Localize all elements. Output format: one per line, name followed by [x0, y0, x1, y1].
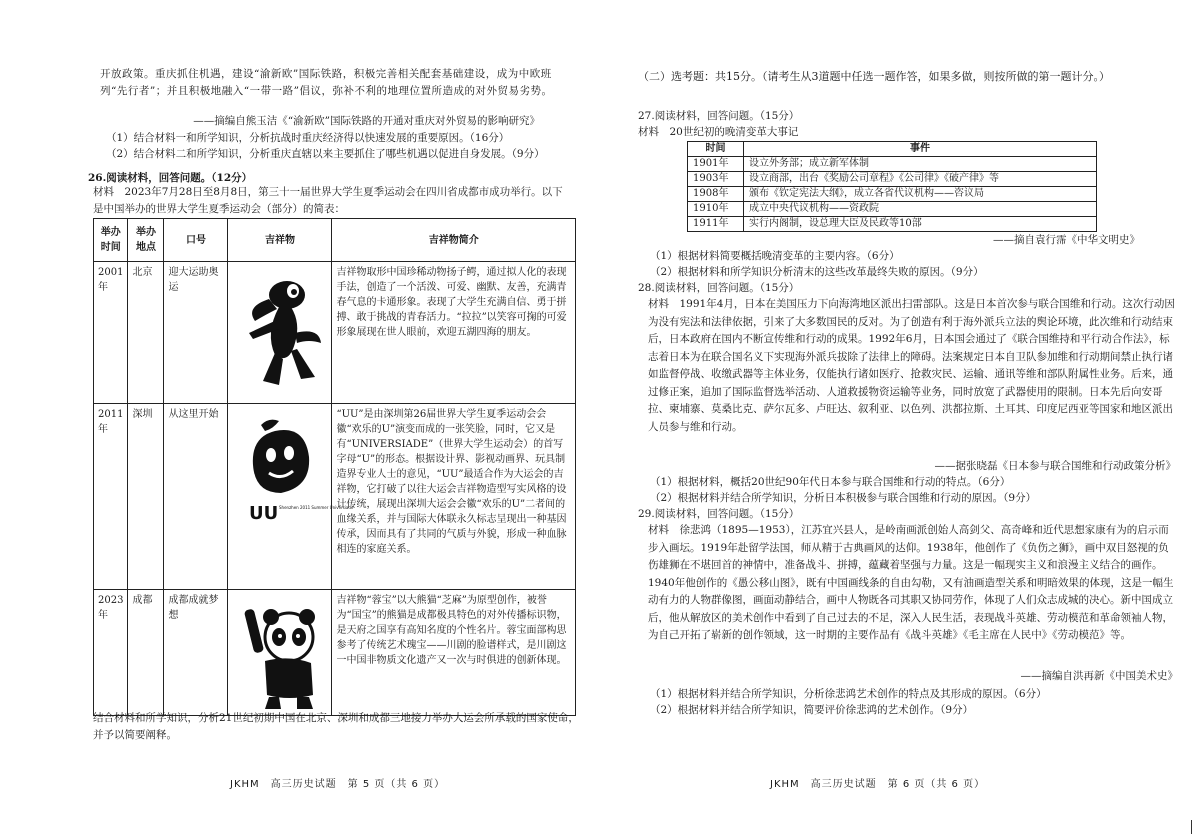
question-28-2: （2）根据材料并结合所学知识，分析日本积极参与联合国维和行动的原因。（9分） [650, 492, 1037, 504]
crop-mark [1191, 820, 1192, 834]
row-event: 实行内阁制，设总理大臣及民政等10部 [744, 217, 1097, 232]
row-time: 1901年 [688, 157, 744, 172]
alligator-mascot-icon [235, 273, 325, 393]
question-28-heading: 28.阅读材料，回答问题。（15分） [638, 282, 800, 294]
question-29-source: ——摘编自洪再新《中国美术史》 [1020, 670, 1178, 682]
row-event: 设立商部，出台《奖励公司章程》《公司律》《破产律》等 [744, 172, 1097, 187]
table-row [688, 187, 1097, 202]
elective-instructions: （二）选考题：共15分。（请考生从3道题中任选一题作答，如果多做，则按所做的第一题计分。） [638, 70, 1110, 83]
table-row [94, 404, 576, 590]
row-time: 1911年 [688, 217, 744, 232]
question-25-2: （2）结合材料二和所学知识，分析重庆直辖以来主要抓住了哪些机遇以促进自身发展。（9分） [106, 148, 545, 160]
row-event: 设立外务部；成立新军体制 [744, 157, 1097, 172]
row-event: 成立中央代议机构——资政院 [744, 202, 1097, 217]
row-place: 深圳 [128, 404, 164, 590]
question-27-material-title: 材料 20世纪初的晚清变革大事记 [638, 126, 799, 138]
question-25-1: （1）结合材料一和所学知识，分析抗战时重庆经济得以快速发展的重要原因。（16分） [106, 132, 510, 144]
header-time: 时间 [688, 142, 744, 157]
question-28-1: （1）根据材料，概括20世纪90年代日本参与联合国维和行动的特点。（6分） [650, 476, 1011, 488]
row-time: 1910年 [688, 202, 744, 217]
header-description: 吉祥物简介 [332, 219, 576, 262]
intro-source: ——摘编自熊玉洁《“渝新欧”国际铁路的开通对重庆对外贸易的影响研究》 [193, 115, 540, 127]
table-row [688, 202, 1097, 217]
row-event: 颁布《钦定宪法大纲》，成立各省代议机构——咨议局 [744, 187, 1097, 202]
row-description: 吉祥物“蓉宝”以大熊猫“芝麻”为原型创作，被誉为“国宝”的熊猫是成都极具特色的对外传播标识物，是天府之国享有高知名度的个性名片。蓉宝面部构思参考了传统艺术瑰宝——川剧的脸谱样式，是川剧这一中国非物质文化遗产又一次与时俱进的创新体现。 [332, 590, 576, 716]
uu-logo-subtitle: Shenzhen 2011 Summer Universiade [278, 505, 354, 510]
universiade-table [93, 218, 576, 716]
table-row [94, 590, 576, 716]
table-row [94, 262, 576, 404]
right-page-footer: JKHM 高三历史试题 第 6 页（共 6 页） [770, 779, 986, 790]
question-29-material: 材料 徐悲鸿（1895—1953），江苏宜兴县人，是岭南画派创始人高剑父、高奇峰和近代思想家康有为的启示而步入画坛。1919年赴留学法国，师从精于古典画风的达仰。1938年，他创作了《负伤之狮》，画中双目怒视的负伤雄狮在不堪回首的神情中，准备战斗、拼搏，蕴藏着坚强与力量。这是一幅现实主义和浪漫主义结合的画作。1940年他创作的《愚公移山图》，既有中国画线条的自由勾勒，又有油画造型关系和明暗效果的体现，这是一幅生动有力的人物群像图，画面动静结合，画中人物既各司其职又协同劳作，体现了人们众志成城的决心。新中国成立后，他从解放区的美术创作中看到了自己过去的不足，深入人民生活，表现战斗英雄、劳动模范和革命领袖人物，为自己开拓了崭新的创作领域，这一时期的主要作品有《战斗英雄》《毛主席在人民中》《劳动模范》等。 [648, 524, 1174, 641]
row-year: 2023年 [94, 590, 128, 716]
question-27-2: （2）根据材料和所学知识分析清末的这些改革最终失败的原因。（9分） [650, 266, 984, 278]
row-place: 北京 [128, 262, 164, 404]
row-mascot-cell [228, 404, 354, 590]
row-mascot-cell [228, 262, 332, 404]
row-time: 1908年 [688, 187, 744, 202]
row-place: 成都 [128, 590, 164, 716]
question-26-prompt: 结合材料和所学知识，分析21世纪初期中国在北京、深圳和成都三地接力举办大运会所承载的国家使命，并予以简要阐释。 [93, 712, 579, 741]
question-29-heading: 29.阅读材料，回答问题。（15分） [638, 508, 800, 520]
row-year: 2001年 [94, 262, 128, 404]
table-header-row [688, 142, 1097, 157]
row-mascot-cell [228, 590, 332, 716]
table-row [688, 172, 1097, 187]
left-page-footer: JKHM 高三历史试题 第 5 页（共 6 页） [230, 779, 446, 790]
header-place: 举办地点 [128, 219, 164, 262]
header-event: 事件 [744, 142, 1097, 157]
uu-logo-text: UU [248, 503, 279, 524]
row-slogan: 成都成就梦想 [164, 590, 228, 716]
header-slogan: 口号 [164, 219, 228, 262]
question-26-material: 材料 2023年7月28日至8月8日，第三十一届世界大学生夏季运动会在四川省成都市成功举行。以下是中国举办的世界大学生夏季运动会（部分）的简表： [93, 186, 563, 215]
question-29-1: （1）根据材料并结合所学知识，分析徐悲鸿艺术创作的特点及其形成的原因。（6分） [650, 688, 1047, 700]
late-qing-reform-table [687, 141, 1097, 232]
table-row [688, 157, 1097, 172]
question-28-source: ——据张晓磊《日本参与联合国维和行动政策分析》 [934, 460, 1176, 472]
row-slogan: 迎大运助奥运 [164, 262, 228, 404]
question-28-material: 材料 1991年4月，日本在美国压力下向海湾地区派出扫雷部队。这是日本首次参与联合国维和行动。这次行动因为没有宪法和法律依据，引来了大多数国民的反对。为了创造有利于海外派兵立法的舆论环境，此次维和行动结束后，日本政府在国内不断宣传维和行动的成果。1992年6月，日本国会通过了《联合国维持和平行动合作法》，标志着日本为在联合国名义下实现海外派兵拔除了法律上的障碍。法案规定日本自卫队参加维和行动期间禁止执行诸如监督停战、收缴武器等主体业务，仅能执行诸如医疗、抢救灾民、运输、通讯等维和部队附属性业务。后来，通过修正案，追加了国际监督选举活动、人道救援物资运输等业务，同时放宽了武器使用的限制。日本先后向安哥拉、柬埔寨、莫桑比克、萨尔瓦多、卢旺达、叙利亚、以色列、洪都拉斯、土耳其、印度尼西亚等国家和地区派出人员参与维和行动。 [648, 298, 1175, 433]
row-time: 1903年 [688, 172, 744, 187]
row-slogan: 从这里开始 [164, 404, 228, 590]
header-time: 举办时间 [94, 219, 128, 262]
question-27-1: （1）根据材料简要概括晚清变革的主要内容。（6分） [650, 250, 900, 262]
question-27-heading: 27.阅读材料，回答问题。（15分） [638, 110, 800, 122]
intro-paragraph: 开放政策。重庆抓住机遇，建设“渝新欧”国际铁路，积极完善相关配套基础建设，成为中欧班列“先行者”；并且积极地融入“一带一路”倡议，弥补不利的地理位置所造成的对外贸易劣势。 [100, 68, 553, 97]
table-header-row [94, 219, 576, 262]
uu-mascot-icon [235, 415, 354, 525]
row-description: “UU”是由深圳第26届世界大学生夏季运动会会徽“欢乐的U”演变而成的一张笑脸，同时，它又是有“UNIVERSIADE”（世界大学生运动会）的首写字母“U”的形态。根据设计界、影视动画界、玩具制造界专业人士的意见，“UU”最适合作为大运会的吉祥物，它打破了以往大运会吉祥物造型写实风格的设计传统，展现出深圳大运会会徽“欢乐的U”二者间的血缘关系，并与国际大体联永久标志呈现出一种基因传承，因而具有了共同的气质与外貌，形成一种血脉相连的家庭关系。 [332, 404, 576, 590]
question-27-source: ——摘自袁行霈《中华文明史》 [993, 234, 1140, 246]
row-year: 2011年 [94, 404, 128, 590]
row-description: 吉祥物取形中国珍稀动物扬子鳄，通过拟人化的表现手法，创造了一个活泼、可爱、幽默、友善，充满青春气息的卡通形象。表现了大学生充满自信、勇于拼搏、敢于挑战的青春活力。“拉拉”以笑容可掬的可爱形象展现在世人眼前，欢迎五湖四海的朋友。 [332, 262, 576, 404]
panda-mascot-icon [235, 601, 325, 711]
table-row [688, 217, 1097, 232]
question-26-heading: 26.阅读材料，回答问题。（12分） [88, 172, 253, 184]
question-29-2: （2）根据材料并结合所学知识，简要评价徐悲鸿的艺术创作。（9分） [650, 704, 974, 716]
right-page [600, 0, 1200, 836]
header-mascot: 吉祥物 [228, 219, 332, 262]
